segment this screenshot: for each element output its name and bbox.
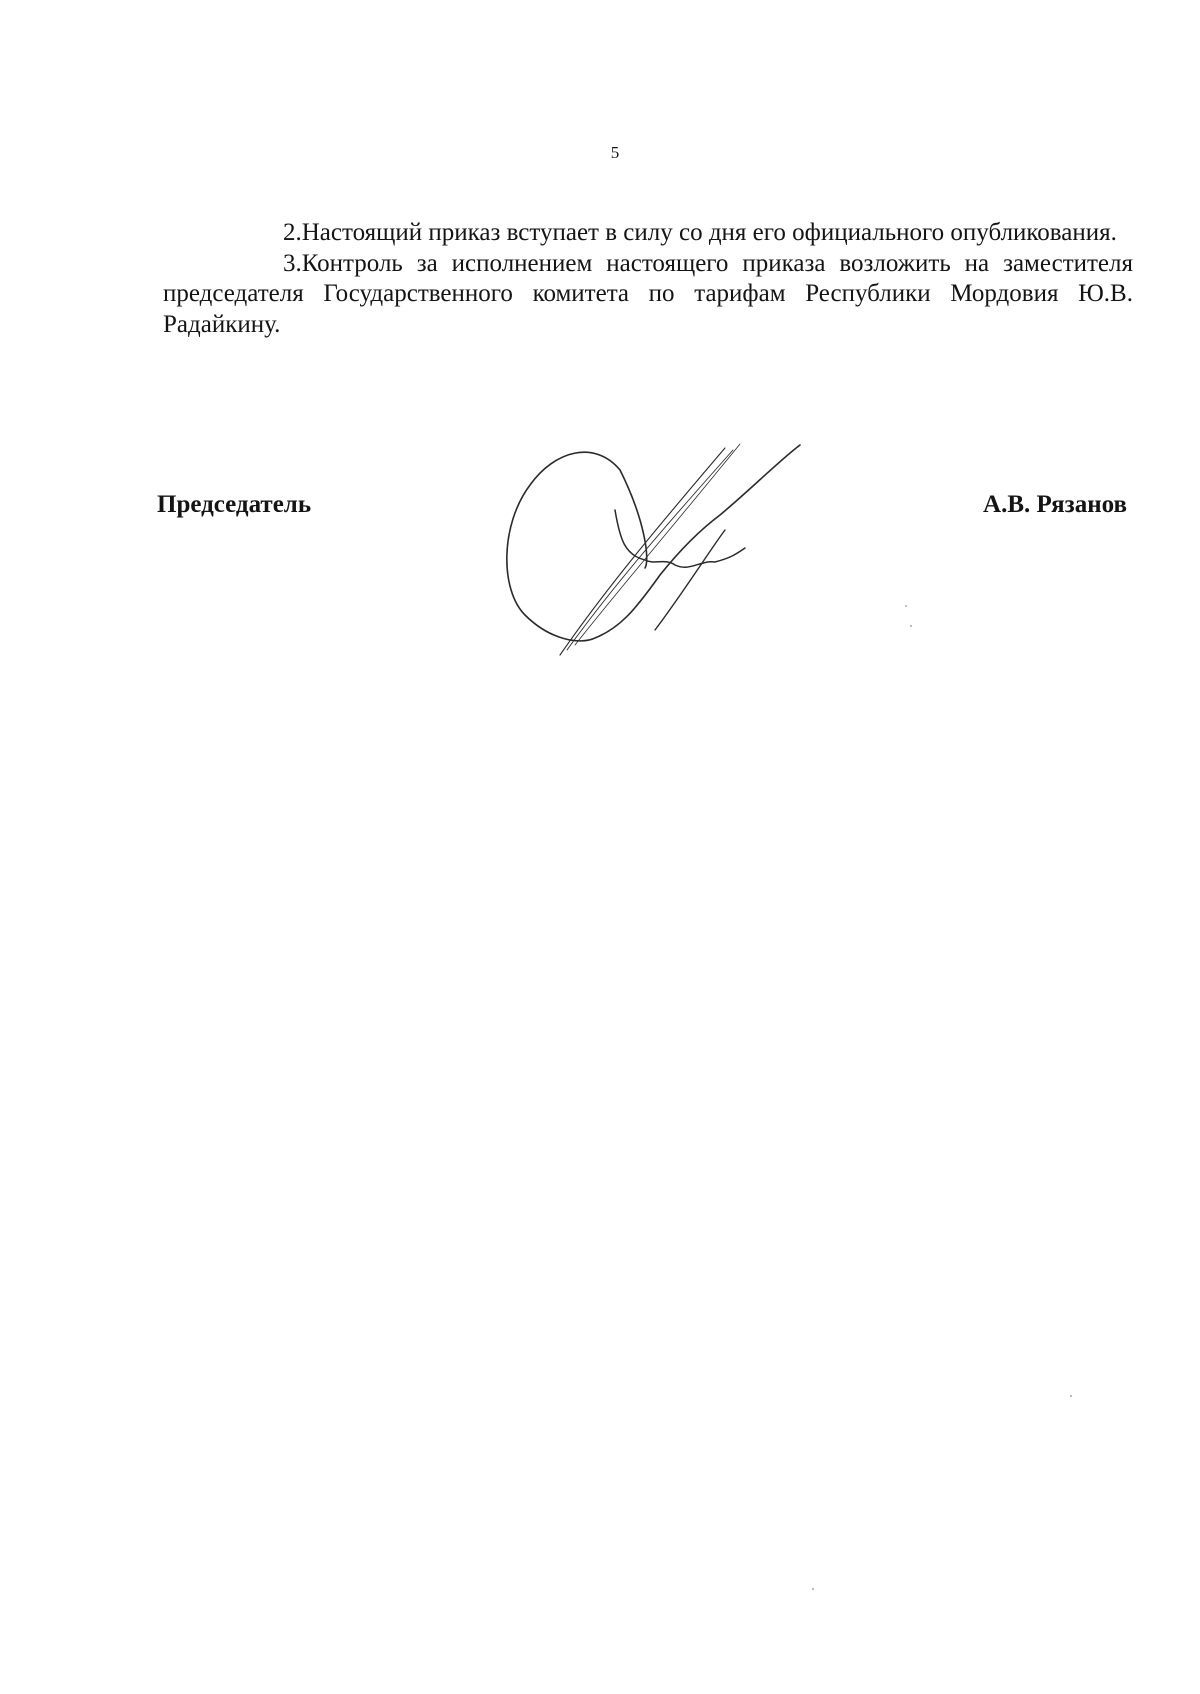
signatory-title: Председатель bbox=[157, 491, 312, 518]
paragraph-3 bbox=[163, 249, 1133, 341]
paragraph-text: Контроль за исполнением настоящего приказа возложить на заместителя председателя Государственного комитета по тарифам Республики Мордовия Ю.В. Радайкину. bbox=[163, 249, 1133, 338]
scan-speck bbox=[910, 625, 912, 627]
paragraph-2 bbox=[163, 218, 1133, 249]
signatory-name: А.В. Рязанов bbox=[983, 491, 1127, 518]
document-body bbox=[163, 218, 1133, 340]
scan-speck bbox=[812, 1588, 814, 1590]
page-number: 5 bbox=[610, 143, 620, 162]
scan-speck bbox=[905, 605, 907, 607]
scan-speck bbox=[1070, 1395, 1072, 1397]
handwritten-signature bbox=[495, 440, 875, 670]
paragraph-text: Настоящий приказ вступает в силу со дня его официального опубликования. bbox=[301, 219, 1117, 246]
paragraph-number: 2. bbox=[283, 219, 302, 246]
paragraph-number: 3. bbox=[283, 249, 302, 277]
